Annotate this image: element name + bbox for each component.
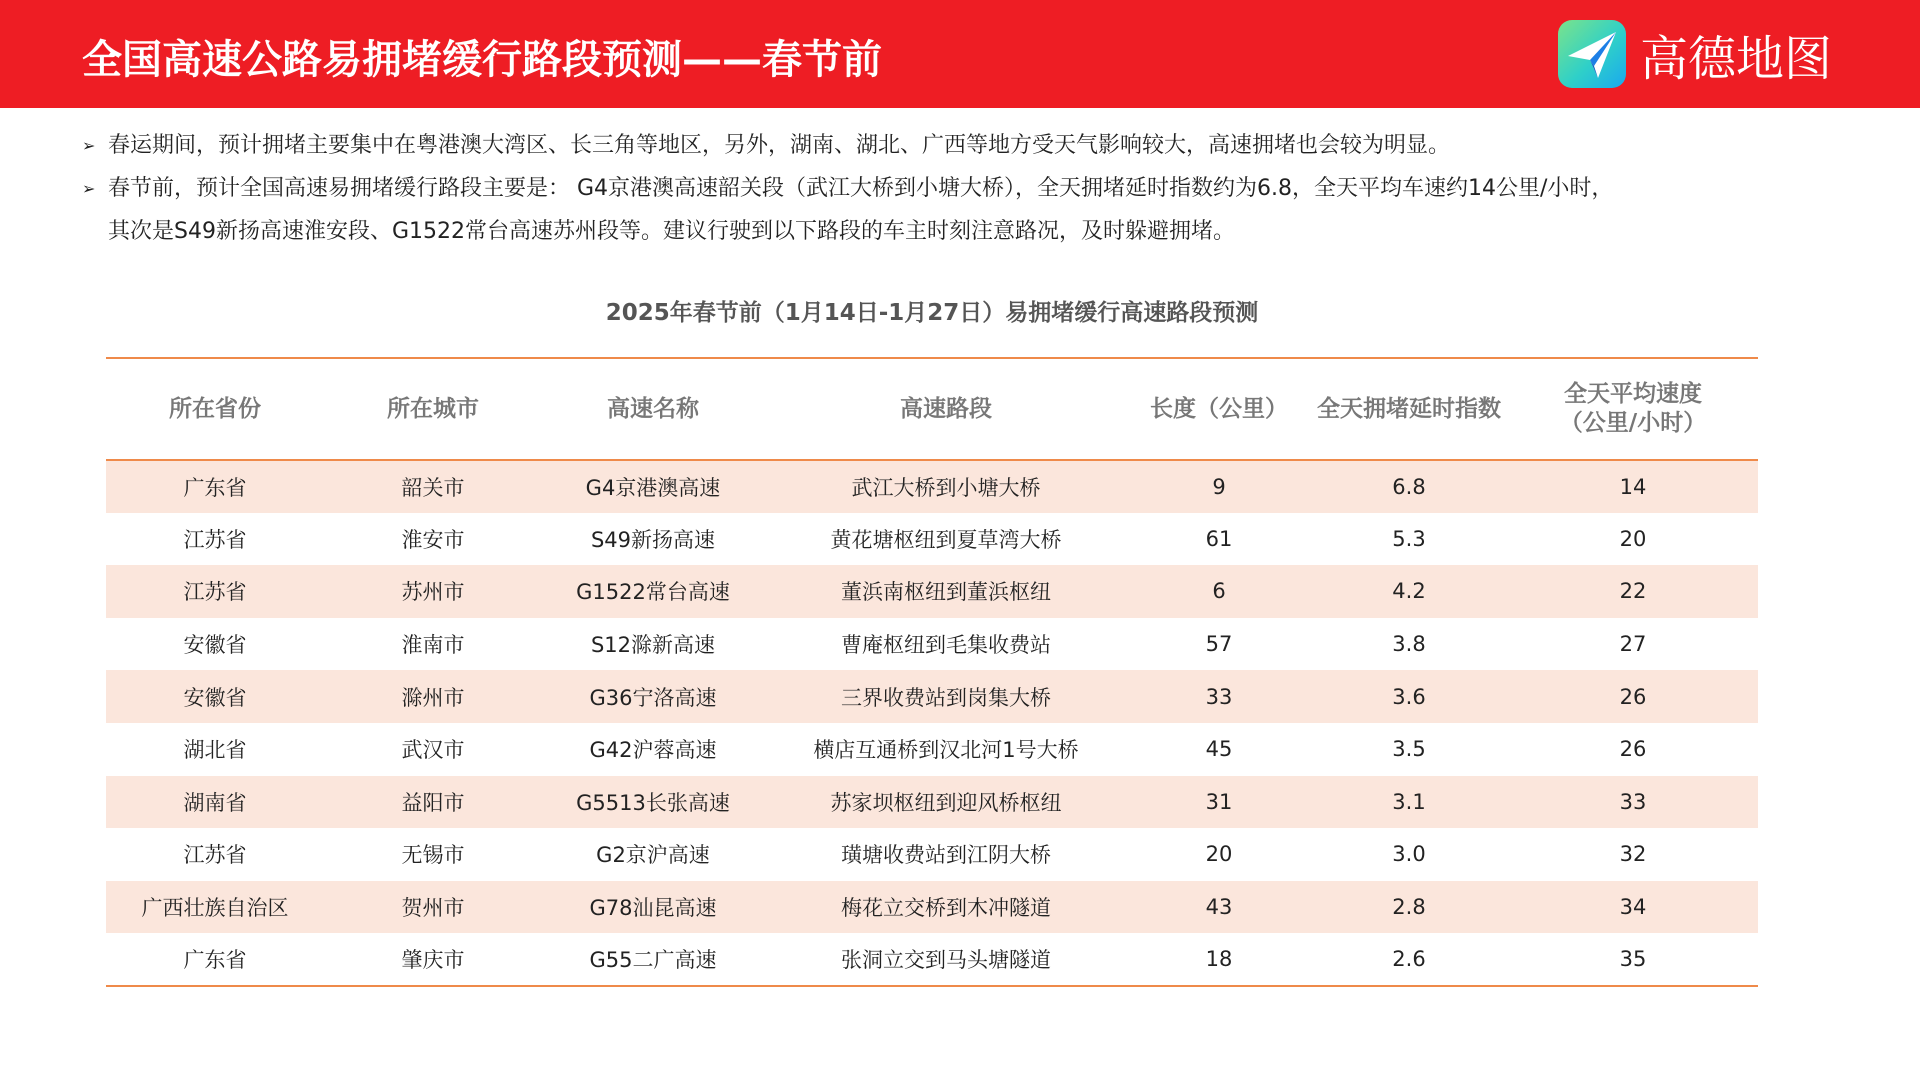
cell-province: 安徽省 (183, 633, 247, 658)
cell-section: 三界收费站到岗集大桥 (841, 685, 1051, 710)
cell-speed: 33 (1619, 789, 1647, 814)
table-header-row (106, 358, 1758, 460)
bullet-item (82, 167, 1862, 210)
cell-section: 梅花立交桥到木冲隧道 (841, 896, 1051, 921)
arrow-bullet-icon: ➢ (82, 179, 96, 198)
cell-section: 横店互通桥到汉北河1号大桥 (813, 738, 1079, 763)
cell-speed: 14 (1619, 474, 1647, 499)
table-row (106, 723, 1758, 776)
bullet-text: 春运期间，预计拥堵主要集中在粤港澳大湾区、长三角等地区，另外，湖南、湖北、广西等地方受天气影响较大，高速拥堵也会较为明显。 (108, 133, 1451, 158)
cell-highway: S49新扬高速 (590, 527, 716, 552)
header-speed (1508, 358, 1758, 460)
cell-length: 57 (1205, 632, 1233, 657)
cell-province: 江苏省 (183, 580, 247, 605)
header-index: 全天拥堵延时指数 (1310, 358, 1508, 460)
cell-highway: S12滁新高速 (590, 633, 716, 658)
header-city: 所在城市 (324, 358, 542, 460)
header-highway: 高速名称 (542, 358, 764, 460)
cell-highway: G36宁洛高速 (589, 685, 717, 710)
cell-province: 广东省 (106, 933, 324, 986)
header-speed-line2: （公里/小时） (1559, 410, 1707, 436)
cell-city: 益阳市 (401, 790, 465, 815)
arrow-bullet-icon: ➢ (82, 136, 96, 155)
cell-province: 江苏省 (183, 843, 247, 868)
cell-length: 33 (1205, 684, 1233, 709)
cell-index: 3.8 (1392, 632, 1426, 657)
cell-province: 广西壮族自治区 (141, 896, 289, 921)
cell-highway: G55二广高速 (542, 933, 764, 986)
cell-speed: 27 (1619, 632, 1647, 657)
cell-city: 贺州市 (401, 896, 465, 921)
cell-city: 滁州市 (401, 685, 465, 710)
cell-index: 6.8 (1392, 474, 1426, 499)
table-row (106, 670, 1758, 723)
table-row (106, 513, 1758, 566)
table-row (106, 933, 1758, 986)
cell-city: 肇庆市 (324, 933, 542, 986)
logo-text: 高德地图 (1640, 30, 1833, 87)
cell-highway: G4京港澳高速 (585, 475, 721, 500)
cell-city: 淮安市 (401, 527, 465, 552)
amap-logo (1558, 20, 1832, 88)
cell-city: 韶关市 (401, 475, 465, 500)
cell-length: 45 (1205, 737, 1233, 762)
cell-province: 湖南省 (183, 790, 247, 815)
cell-length: 43 (1205, 895, 1233, 920)
cell-speed: 22 (1619, 579, 1647, 604)
cell-city: 苏州市 (401, 580, 465, 605)
cell-section: 曹庵枢纽到毛集收费站 (841, 633, 1051, 658)
cell-speed: 26 (1619, 684, 1647, 709)
table-row (106, 881, 1758, 934)
table-row (106, 618, 1758, 671)
header-speed-line1: 全天平均速度 (1564, 381, 1702, 407)
page-title: 全国高速公路易拥堵缓行路段预测——春节前 (82, 37, 882, 83)
cell-province: 江苏省 (183, 527, 247, 552)
table-row (106, 460, 1758, 513)
cell-province: 湖北省 (183, 738, 247, 763)
cell-highway: G2京沪高速 (596, 843, 710, 868)
header-banner (0, 0, 1920, 108)
cell-highway: G5513长张高速 (576, 790, 730, 815)
cell-index: 4.2 (1392, 579, 1426, 604)
bullet-item (82, 124, 1862, 167)
cell-length: 61 (1205, 526, 1233, 551)
cell-section: 苏家坝枢纽到迎风桥枢纽 (830, 790, 1062, 815)
cell-index: 3.6 (1392, 684, 1426, 709)
cell-length: 20 (1205, 842, 1233, 867)
table-title: 2025年春节前（1月14日-1月27日）易拥堵缓行高速路段预测 (605, 300, 1259, 326)
table-row (106, 776, 1758, 829)
cell-length: 18 (1128, 933, 1310, 986)
cell-index: 3.1 (1392, 789, 1426, 814)
cell-highway: G42沪蓉高速 (589, 738, 717, 763)
table-row (106, 828, 1758, 881)
cell-index: 5.3 (1392, 526, 1426, 551)
cell-section: 张洞立交到马头塘隧道 (764, 933, 1128, 986)
cell-speed: 34 (1619, 895, 1647, 920)
cell-province: 广东省 (183, 475, 247, 500)
cell-section: 董浜南枢纽到董浜枢纽 (841, 580, 1051, 605)
bullet-text: 春节前，预计全国高速易拥堵缓行路段主要是： G4京港澳高速韶关段（武江大桥到小塘大桥），全天拥堵延时指数约为6.8，全天平均车速约14公里/小时， (108, 176, 1614, 201)
cell-speed: 20 (1619, 526, 1647, 551)
cell-length: 6 (1212, 579, 1226, 604)
cell-highway: G78汕昆高速 (589, 896, 717, 921)
cell-length: 31 (1205, 789, 1233, 814)
congestion-table (106, 357, 1758, 987)
cell-city: 武汉市 (401, 738, 465, 763)
cell-section: 黄花塘枢纽到夏草湾大桥 (830, 527, 1062, 552)
cell-index: 3.0 (1392, 842, 1426, 867)
cell-city: 淮南市 (401, 633, 465, 658)
cell-province: 安徽省 (183, 685, 247, 710)
amap-paper-plane-icon (1558, 20, 1626, 88)
header-province: 所在省份 (106, 358, 324, 460)
cell-speed: 32 (1619, 842, 1647, 867)
bullet-text-continuation: 其次是S49新扬高速淮安段、G1522常台高速苏州段等。建议行驶到以下路段的车主时刻注意路况，及时躲避拥堵。 (108, 219, 1235, 244)
header-section: 高速路段 (764, 358, 1128, 460)
cell-speed: 26 (1619, 737, 1647, 762)
cell-speed: 35 (1508, 933, 1758, 986)
header-length: 长度（公里） (1128, 358, 1310, 460)
cell-index: 2.8 (1392, 895, 1426, 920)
table-row (106, 565, 1758, 618)
cell-highway: G1522常台高速 (576, 580, 730, 605)
cell-section: 璜塘收费站到江阴大桥 (841, 843, 1051, 868)
cell-city: 无锡市 (401, 843, 465, 868)
cell-length: 9 (1212, 474, 1226, 499)
bullet-list (82, 124, 1862, 253)
cell-section: 武江大桥到小塘大桥 (851, 475, 1041, 500)
cell-index: 3.5 (1392, 737, 1426, 762)
cell-index: 2.6 (1310, 933, 1508, 986)
